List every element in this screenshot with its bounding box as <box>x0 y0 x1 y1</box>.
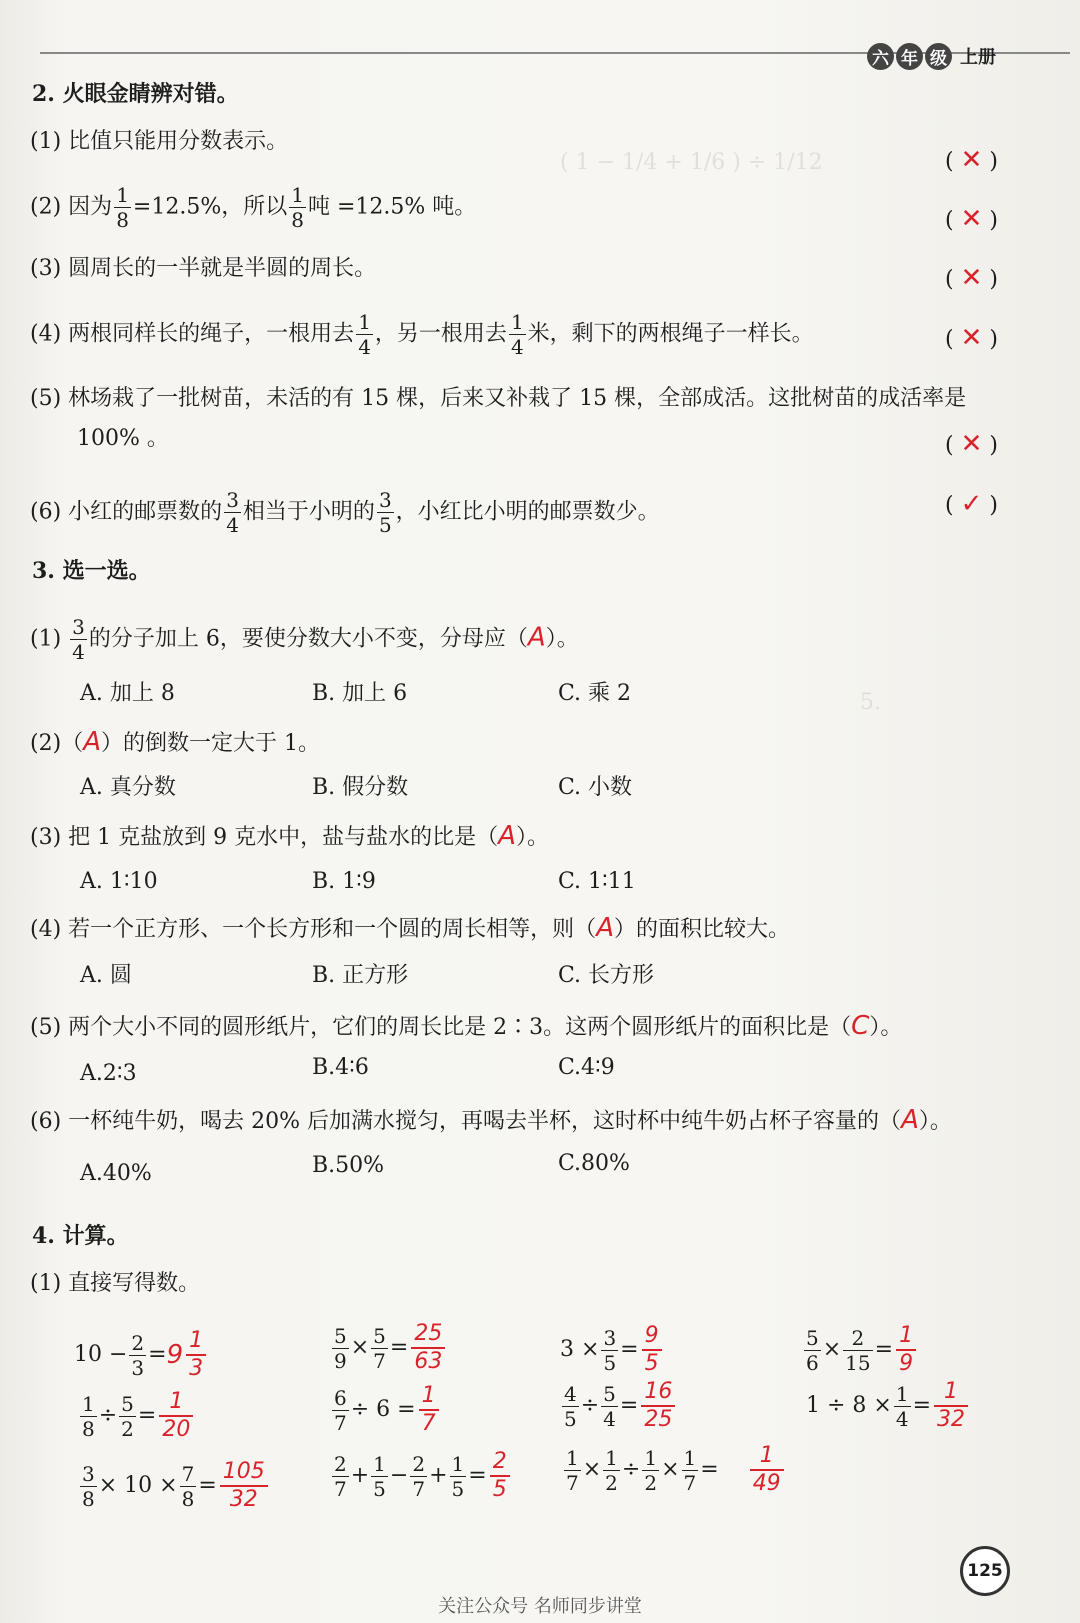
bleed-through: ( 1 − 1/4 + 1/6 ) ÷ 1/12 <box>560 150 823 175</box>
numerator: 1 <box>566 1445 579 1470</box>
option-a: A.2∶3 <box>80 1061 137 1086</box>
answer-fraction <box>220 1461 268 1511</box>
option-c: C. 1∶11 <box>558 869 636 894</box>
question-text: ）。 <box>515 825 549 850</box>
numerator: 1 <box>895 1381 909 1406</box>
bleed-through: 5. <box>860 690 881 715</box>
judge-mark-2: ( ✕ ) <box>945 204 998 234</box>
denominator: 5 <box>492 1477 507 1502</box>
cross-mark: ✕ <box>960 204 983 234</box>
calc-r3-b <box>330 1436 513 1516</box>
denominator: 63 <box>414 1349 443 1374</box>
answer-handwritten: A <box>596 913 614 943</box>
operator: × <box>582 1457 602 1482</box>
fraction <box>114 185 131 230</box>
judge-mark-6: ( ✓ ) <box>945 489 998 519</box>
denominator: 2 <box>121 1416 134 1441</box>
denominator: 4 <box>510 335 524 359</box>
answer-fraction <box>490 1451 510 1501</box>
denominator: 6 <box>806 1350 819 1375</box>
fraction <box>332 1385 349 1435</box>
numerator: 2 <box>843 1328 872 1351</box>
denominator: 4 <box>603 1406 616 1431</box>
equals: = <box>137 1403 157 1428</box>
fraction <box>894 1381 911 1431</box>
choice-q6 <box>30 1106 952 1136</box>
judge-item-4 <box>30 312 814 357</box>
numerator: 4 <box>564 1381 577 1406</box>
denominator: 2 <box>605 1470 618 1495</box>
operator: × <box>350 1335 370 1360</box>
denominator: 8 <box>82 1486 95 1511</box>
denominator: 49 <box>752 1471 781 1496</box>
choice-q2 <box>30 728 320 758</box>
numerator: 1 <box>896 1325 916 1351</box>
question-text: 把 1 克盐放到 9 克水中，盐与盐水的比是（ <box>68 825 499 850</box>
numerator: 5 <box>373 1323 386 1348</box>
expr-part: ÷ 6 = <box>350 1397 416 1422</box>
denominator: 4 <box>226 513 239 537</box>
item-text: 小红的邮票数的 <box>68 499 223 525</box>
section-2-title: 2. 火眼金睛辨对错。 <box>32 81 239 107</box>
question-text: ）。 <box>918 1109 952 1134</box>
denominator: 7 <box>334 1476 347 1501</box>
equals: = <box>620 1337 639 1362</box>
equals: = <box>912 1393 932 1418</box>
option-a: A. 1∶10 <box>80 869 158 894</box>
numerator: 2 <box>131 1330 145 1355</box>
fraction <box>119 1391 136 1441</box>
fraction <box>410 1451 427 1501</box>
numerator: 3 <box>82 1461 95 1486</box>
fraction <box>371 1451 388 1501</box>
numerator: 2 <box>490 1451 510 1477</box>
equals: = <box>148 1342 167 1367</box>
answer-fraction <box>186 1330 206 1380</box>
denominator: 5 <box>451 1476 465 1501</box>
answer-handwritten: A <box>901 1105 919 1135</box>
fraction <box>603 1445 620 1495</box>
calc-r2-d <box>806 1366 971 1446</box>
numerator: 1 <box>605 1445 618 1470</box>
answer-fraction <box>159 1391 193 1441</box>
answer-handwritten: A <box>498 821 516 851</box>
denominator: 8 <box>181 1486 195 1511</box>
cross-mark: ✕ <box>960 323 983 353</box>
item-number: (5) <box>30 386 62 411</box>
denominator: 9 <box>899 1351 914 1376</box>
numerator: 1 <box>683 1445 697 1470</box>
denominator: 5 <box>603 1350 617 1375</box>
numerator: 2 <box>412 1451 426 1476</box>
numerator: 1 <box>451 1451 465 1476</box>
item-text: 两根同样长的绳子，一根用去 <box>68 321 355 347</box>
choice-q4 <box>30 914 790 944</box>
operator: − <box>389 1463 409 1488</box>
answer-handwritten: A <box>527 622 546 653</box>
question-text: 的分子加上 6，要使分数大小不变，分母应（ <box>88 626 528 652</box>
denominator: 7 <box>421 1411 436 1436</box>
option-c: C.80% <box>558 1151 630 1176</box>
denominator: 8 <box>291 208 304 232</box>
denominator: 3 <box>189 1356 204 1381</box>
answer-handwritten: A <box>83 727 101 757</box>
option-b: B.50% <box>312 1153 385 1178</box>
numerator: 1 <box>116 183 129 207</box>
judge-mark-4: ( ✕ ) <box>945 323 998 353</box>
item-number: (1) <box>30 626 62 652</box>
denominator: 8 <box>82 1416 95 1441</box>
denominator: 7 <box>373 1348 386 1373</box>
judge-item-5 <box>30 385 966 413</box>
question-text: ）。 <box>545 626 579 652</box>
grade-char: 年 <box>896 43 923 70</box>
expr-part: 1 ÷ 8 × <box>806 1393 892 1418</box>
judge-mark-1: ( ✕ ) <box>945 145 998 175</box>
numerator: 5 <box>806 1325 819 1350</box>
numerator: 1 <box>82 1391 95 1416</box>
grade-char: 六 <box>867 43 894 70</box>
option-a: A. 真分数 <box>80 775 176 800</box>
item-number: (4) <box>30 917 62 942</box>
denominator: 9 <box>334 1348 347 1373</box>
question-text: 两个大小不同的圆形纸片，它们的周长比是 2∶3。这两个圆形纸片的面积比是（ <box>68 1015 852 1040</box>
section-3-title: 3. 选一选。 <box>32 558 151 584</box>
numerator: 1 <box>291 183 304 207</box>
term-label: 上册 <box>960 47 996 68</box>
numerator: 3 <box>378 488 392 512</box>
denominator: 7 <box>334 1410 347 1435</box>
numerator: 5 <box>121 1391 134 1416</box>
option-a: A. 加上 8 <box>80 681 175 706</box>
calc-r2-a <box>78 1376 196 1456</box>
section-4-title: 4. 计算。 <box>32 1223 129 1249</box>
option-b: B. 加上 6 <box>312 681 408 706</box>
item-number: (2) <box>30 731 62 756</box>
option-c: C. 小数 <box>558 775 633 800</box>
fraction <box>682 1445 699 1495</box>
item-number: (5) <box>30 1015 62 1040</box>
choice-q5 <box>30 1012 902 1042</box>
operator: + <box>350 1463 370 1488</box>
numerator: 7 <box>181 1461 195 1486</box>
footer-watermark: 关注公众号 名师同步讲堂 <box>438 1596 642 1617</box>
denominator: 5 <box>644 1351 659 1376</box>
numerator: 6 <box>334 1385 347 1410</box>
numerator: 1 <box>159 1391 193 1417</box>
denominator: 32 <box>937 1407 966 1432</box>
item-text: 相当于小明的 <box>242 499 375 525</box>
question-text: 若一个正方形、一个长方形和一个圆的周长相等，则（ <box>68 917 597 942</box>
fraction <box>80 1461 97 1511</box>
fraction <box>371 1323 388 1373</box>
operator: + <box>429 1463 448 1488</box>
grade-char: 级 <box>925 43 952 70</box>
operator: ÷ <box>98 1403 118 1428</box>
subsection-title: (1) 直接写得数。 <box>30 1271 201 1296</box>
fraction <box>332 1451 349 1501</box>
expr-part: 3 × <box>560 1337 600 1362</box>
option-a: A. 圆 <box>80 963 132 988</box>
cross-mark: ✕ <box>960 429 983 459</box>
option-b: B. 假分数 <box>312 775 409 800</box>
answer-fraction <box>750 1445 784 1495</box>
operator: ÷ <box>580 1393 600 1418</box>
equals: = <box>619 1393 639 1418</box>
equals: = <box>874 1337 894 1362</box>
denominator: 4 <box>895 1406 909 1431</box>
answer-handwritten: C <box>851 1011 870 1041</box>
judge-mark-5: ( ✕ ) <box>945 429 998 459</box>
fraction <box>70 617 87 662</box>
answer-fraction <box>411 1323 445 1373</box>
fraction <box>356 312 373 357</box>
numerator: 2 <box>334 1451 347 1476</box>
item-number: (1) <box>30 129 62 154</box>
denominator: 20 <box>162 1417 191 1442</box>
denominator: 7 <box>412 1476 426 1501</box>
denominator: 5 <box>373 1476 386 1501</box>
judge-item-3 <box>30 255 376 283</box>
numerator: 1 <box>750 1445 784 1471</box>
option-b: B. 正方形 <box>312 963 409 988</box>
denominator: 15 <box>845 1350 871 1375</box>
answer-fraction <box>641 1381 675 1431</box>
fraction <box>289 185 306 230</box>
item-text: 圆周长的一半就是半圆的周长。 <box>68 256 377 281</box>
fraction <box>180 1461 197 1511</box>
equals: = <box>468 1463 487 1488</box>
answer-fraction <box>934 1381 968 1431</box>
item-text: 比值只能用分数表示。 <box>68 129 289 154</box>
fraction <box>642 1445 659 1495</box>
calc-r3-a <box>78 1446 271 1526</box>
numerator: 1 <box>419 1385 439 1411</box>
choice-q3 <box>30 822 549 852</box>
numerator: 3 <box>72 615 85 639</box>
fraction <box>129 1330 146 1380</box>
option-c: C. 乘 2 <box>558 681 632 706</box>
numerator: 105 <box>220 1461 268 1487</box>
judge-item-5-cont: 100% 。 <box>77 426 169 451</box>
numerator: 16 <box>641 1381 675 1407</box>
denominator: 7 <box>566 1470 579 1495</box>
equals: = <box>389 1335 409 1360</box>
numerator: 1 <box>934 1381 968 1407</box>
judge-item-1 <box>30 128 288 156</box>
numerator: 3 <box>226 488 239 512</box>
question-text: ）的面积比较大。 <box>613 917 790 942</box>
check-mark: ✓ <box>960 489 983 519</box>
denominator: 2 <box>644 1470 658 1495</box>
denominator: 4 <box>358 335 371 359</box>
item-number: (3) <box>30 825 62 850</box>
cross-mark: ✕ <box>960 145 983 175</box>
item-text: =12.5%，所以 <box>132 194 288 220</box>
option-c: C.4∶9 <box>558 1055 615 1080</box>
choice-q1 <box>30 617 579 662</box>
question-text: 一杯纯牛奶，喝去 20% 后加满水搅匀，再喝去半杯，这时杯中纯牛奶占杯子容量的（ <box>68 1109 902 1134</box>
fraction <box>80 1391 97 1441</box>
item-text: 林场栽了一批树苗，未活的有 15 棵，后来又补栽了 15 棵，全部成活。这批树苗的成活率是 <box>68 386 967 411</box>
numerator: 5 <box>603 1381 616 1406</box>
fraction <box>601 1381 618 1431</box>
option-b: B. 1∶9 <box>312 869 376 894</box>
equals: = <box>198 1473 217 1498</box>
numerator: 1 <box>358 310 371 334</box>
denominator: 3 <box>131 1355 145 1380</box>
numerator: 5 <box>334 1323 347 1348</box>
fraction <box>332 1323 349 1373</box>
operator: × <box>661 1457 680 1482</box>
denominator: 25 <box>644 1407 673 1432</box>
option-b: B.4∶6 <box>312 1055 369 1080</box>
numerator: 1 <box>510 310 524 334</box>
numerator: 9 <box>642 1325 662 1351</box>
fraction <box>377 490 394 535</box>
option-a: A.40% <box>80 1161 152 1186</box>
operator: ÷ <box>621 1457 641 1482</box>
grade-badge <box>867 42 996 70</box>
denominator: 5 <box>378 513 392 537</box>
item-number: (3) <box>30 256 62 281</box>
question-text: ）的倒数一定大于 1。 <box>100 731 320 756</box>
numerator: 1 <box>186 1330 206 1356</box>
numerator: 3 <box>603 1325 617 1350</box>
item-text: ，另一根用去 <box>374 321 507 347</box>
fraction <box>564 1445 581 1495</box>
item-number: (4) <box>30 321 62 347</box>
equals: = <box>700 1457 719 1482</box>
question-text: ）。 <box>869 1015 903 1040</box>
item-number: (2) <box>30 194 62 220</box>
judge-item-6 <box>30 490 660 535</box>
numerator: 25 <box>411 1323 445 1349</box>
item-text: 米，剩下的两根绳子一样长。 <box>527 321 814 347</box>
item-text: ，小红比小明的邮票数少。 <box>395 499 660 525</box>
numerator: 1 <box>644 1445 658 1470</box>
denominator: 4 <box>72 640 85 664</box>
fraction <box>509 312 526 357</box>
item-text: 吨 =12.5% 吨。 <box>307 194 477 220</box>
answer-handwritten: 9 <box>166 1340 184 1370</box>
denominator: 5 <box>564 1406 577 1431</box>
cross-mark: ✕ <box>960 263 983 293</box>
denominator: 32 <box>229 1487 258 1512</box>
calc-r3-c <box>562 1430 787 1510</box>
fraction <box>450 1451 467 1501</box>
option-c: C. 长方形 <box>558 963 655 988</box>
answer-fraction <box>419 1385 439 1435</box>
denominator: 8 <box>116 208 129 232</box>
question-text: （ <box>61 731 84 756</box>
judge-mark-3: ( ✕ ) <box>945 263 998 293</box>
item-number: (6) <box>30 1109 62 1134</box>
operator: × <box>822 1337 842 1362</box>
denominator: 7 <box>683 1470 697 1495</box>
item-text: 因为 <box>68 194 113 220</box>
judge-item-2 <box>30 185 476 230</box>
fraction <box>562 1381 579 1431</box>
page-number: 125 <box>960 1546 1010 1596</box>
fraction <box>224 490 241 535</box>
item-number: (6) <box>30 499 62 525</box>
expr-part: 10 − <box>74 1342 128 1367</box>
expr-part: × 10 × <box>98 1473 178 1498</box>
numerator: 1 <box>373 1451 386 1476</box>
